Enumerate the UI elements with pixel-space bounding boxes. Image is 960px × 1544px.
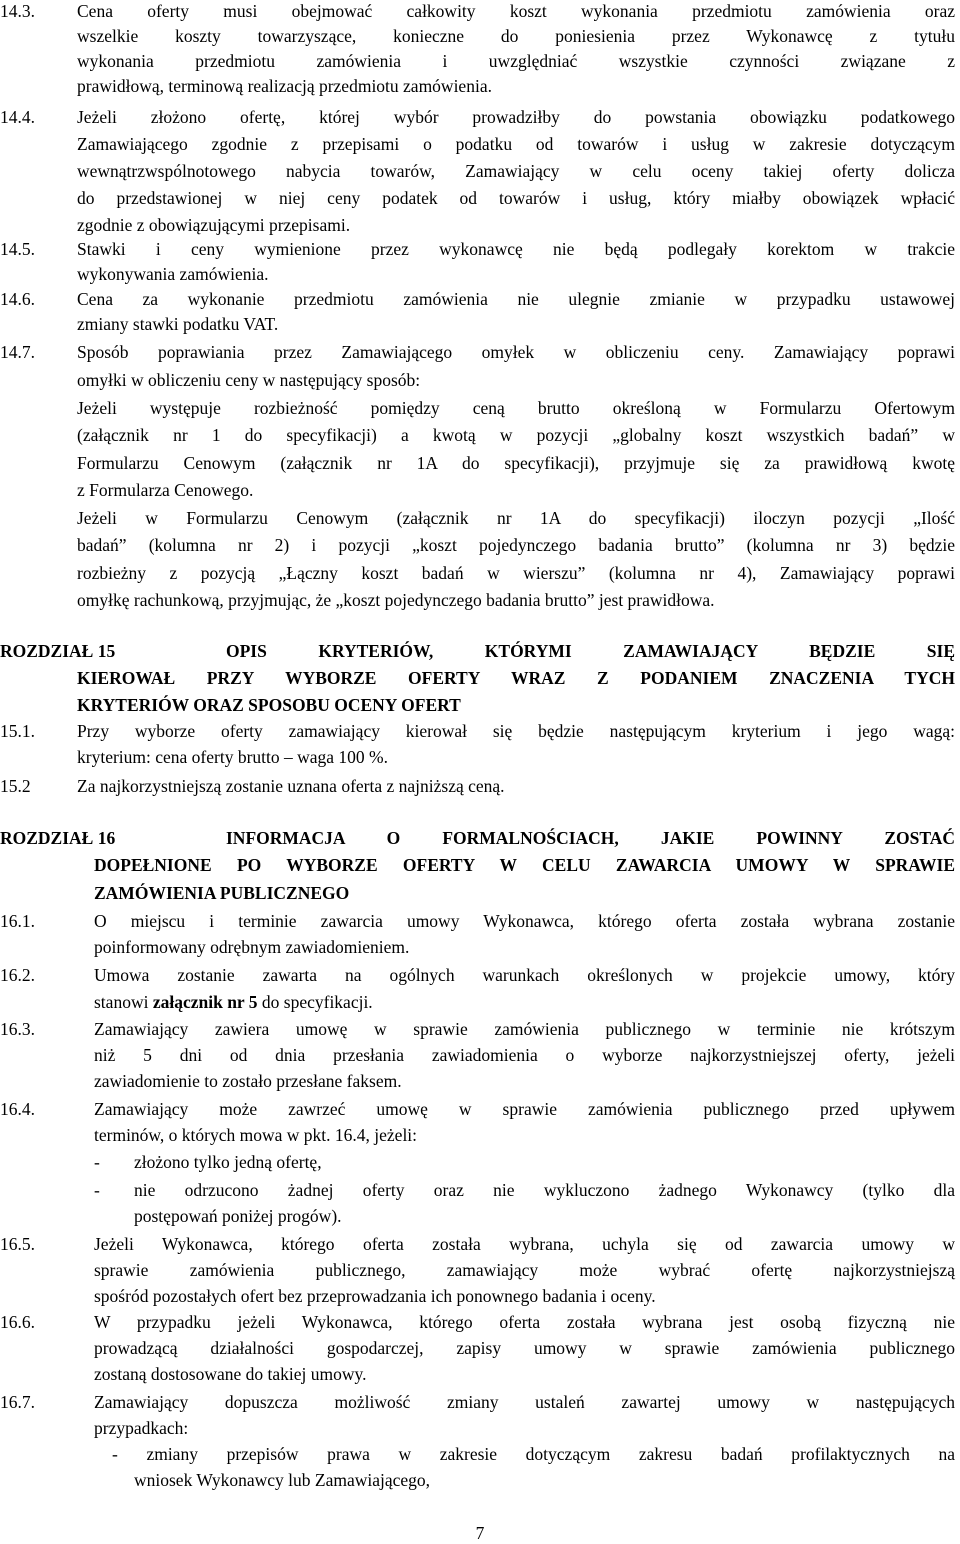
section-number: 16.6. (0, 1312, 35, 1332)
paragraph-line: (załącznik nr 1 do specyfikacji) a kwotą w pozycji „globalny koszt wszystkich badań” w (77, 425, 955, 445)
section-number: 14.6. (0, 289, 35, 309)
paragraph-line: spośród pozostałych ofert bez przeprowadzania ich ponownego badania i oceny. (94, 1286, 656, 1306)
chapter-title-line: KRYTERIÓW ORAZ SPOSOBU OCENY OFERT (77, 695, 461, 715)
paragraph-line: prawidłową, terminową realizacją przedmiotu zamówienia. (77, 76, 492, 96)
paragraph-line: wewnątrzwspólnotowego nabycia towarów, Zamawiający w celu oceny takiej oferty dolicza (77, 161, 955, 181)
paragraph-line: przypadkach: (94, 1418, 189, 1438)
paragraph-line: Jeżeli Wykonawca, którego oferta została wybrana, uchyla się od zawarcia umowy w (94, 1234, 955, 1254)
text-run: stanowi (94, 992, 153, 1012)
paragraph-line: Przy wyborze oferty zamawiający kierował się będzie następującym kryterium i jego wagą: (77, 721, 955, 741)
paragraph-line: wykonania przedmiotu zamówienia i uwzględniać wszystkie czynności związane z (77, 51, 955, 71)
section-number: 16.4. (0, 1099, 35, 1119)
chapter-label: ROZDZIAŁ 15 (0, 641, 116, 661)
list-item: - zmiany przepisów prawa w zakresie dotyczącym zakresu badań profilaktycznych na (112, 1444, 955, 1464)
chapter-title-line: INFORMACJA O FORMALNOŚCIACH, JAKIE POWINNY ZOSTAĆ (226, 828, 955, 848)
list-item: nie odrzucono żadnej oferty oraz nie wykluczono żadnego Wykonawcy (tylko dla (134, 1180, 955, 1200)
list-dash: - (94, 1180, 100, 1200)
section-number: 15.1. (0, 721, 35, 741)
paragraph-line: do przedstawionej w niej ceny podatek od towarów i usług, który miałby obowiązek wpłacić (77, 188, 955, 208)
chapter-title-line: KIEROWAŁ PRZY WYBORZE OFERTY WRAZ Z PODANIEM ZNACZENIA TYCH (77, 668, 955, 688)
page-number: 7 (475, 1523, 485, 1543)
paragraph-line: niż 5 dni od dnia przesłania zawiadomienia o wyborze najkorzystniejszej oferty, jeżeli (94, 1045, 955, 1065)
paragraph-line: Zamawiający może zawrzeć umowę w sprawie zamówienia publicznego przed upływem (94, 1099, 955, 1119)
paragraph-line: poinformowany odrębnym zawiadomieniem. (94, 937, 410, 957)
chapter-label: ROZDZIAŁ 16 (0, 828, 116, 848)
paragraph-line (94, 994, 373, 1012)
section-number: 14.7. (0, 342, 35, 362)
paragraph-line: sprawie zamówienia publicznego, zamawiający może wybrać ofertę najkorzystniejszą (94, 1260, 955, 1280)
paragraph-line: zawiadomienie to zostało przesłane faksem. (94, 1071, 402, 1091)
paragraph-line: z Formularza Cenowego. (77, 480, 254, 500)
section-number: 16.7. (0, 1392, 35, 1412)
paragraph-line: O miejscu i terminie zawarcia umowy Wykonawca, którego oferta została wybrana zostanie (94, 911, 955, 931)
section-number: 16.5. (0, 1234, 35, 1254)
paragraph-line: Cena oferty musi obejmować całkowity koszt wykonania przedmiotu zamówienia oraz (77, 1, 955, 21)
paragraph-line: prowadzącą działalności gospodarczej, zapisy umowy w sprawie zamówienia publicznego (94, 1338, 955, 1358)
paragraph-line: zmiany stawki podatku VAT. (77, 314, 279, 334)
paragraph-line: badań” (kolumna nr 2) i pozycji „koszt pojedynczego badania brutto” (kolumna nr 3) będzie (77, 535, 955, 555)
chapter-title-line: DOPEŁNIONE PO WYBORZE OFERTY W CELU ZAWARCIA UMOWY W SPRAWIE (94, 855, 955, 875)
section-number: 16.3. (0, 1019, 35, 1039)
paragraph-line: omyłki w obliczeniu ceny w następujący sposób: (77, 370, 421, 390)
paragraph-line: Stawki i ceny wymienione przez wykonawcę nie będą podlegały korektom w trakcie (77, 239, 955, 259)
paragraph-line: omyłkę rachunkową, przyjmując, że „koszt pojedynczego badania brutto” jest prawidłowa. (77, 590, 715, 610)
paragraph-line: terminów, o których mowa w pkt. 16.4, jeżeli: (94, 1125, 418, 1145)
paragraph-line: wszelkie koszty towarzyszące, konieczne do poniesienia przez Wykonawcę z tytułu (77, 26, 955, 46)
paragraph-line: Zamawiający dopuszcza możliwość zmiany ustaleń zawartej umowy w następujących (94, 1392, 955, 1412)
list-item: złożono tylko jedną ofertę, (134, 1152, 322, 1172)
paragraph-line: Sposób poprawiania przez Zamawiającego omyłek w obliczeniu ceny. Zamawiający poprawi (77, 342, 955, 362)
section-number: 16.2. (0, 965, 35, 985)
chapter-title-line: ZAMÓWIENIA PUBLICZNEGO (94, 883, 350, 903)
list-dash: - (94, 1152, 100, 1172)
paragraph-line: Cena za wykonanie przedmiotu zamówienia nie ulegnie zmianie w przypadku ustawowej (77, 289, 955, 309)
paragraph-line: W przypadku jeżeli Wykonawca, którego oferta została wybrana jest osobą fizyczną nie (94, 1312, 955, 1332)
list-item: postępowań poniżej progów). (134, 1206, 342, 1226)
section-number: 14.4. (0, 107, 35, 127)
paragraph-line: Umowa zostanie zawarta na ogólnych warunkach określonych w projekcie umowy, który (94, 965, 955, 985)
chapter-title-line: OPIS KRYTERIÓW, KTÓRYMI ZAMAWIAJĄCY BĘDZIE SIĘ (226, 641, 955, 661)
paragraph-line: Jeżeli złożono ofertę, której wybór prowadziłby do powstania obowiązku podatkowego (77, 107, 955, 127)
paragraph-line: rozbieżny z pozycją „Łączny koszt badań w wierszu” (kolumna nr 4), Zamawiający poprawi (77, 563, 955, 583)
paragraph-line: zgodnie z obowiązującymi przepisami. (77, 215, 351, 235)
paragraph-line: Formularzu Cenowym (załącznik nr 1A do specyfikacji), przyjmuje się za prawidłową kwotę (77, 453, 955, 473)
paragraph-line: Zamawiającego zgodnie z przepisami o podatku od towarów i usług w zakresie dotyczącym (77, 134, 955, 154)
paragraph-line: Jeżeli występuje rozbieżność pomiędzy ceną brutto określoną w Formularzu Ofertowym (77, 398, 955, 418)
section-number: 14.5. (0, 239, 35, 259)
paragraph-line: Zamawiający zawiera umowę w sprawie zamówienia publicznego w terminie nie krótszym (94, 1019, 955, 1039)
paragraph-line: Za najkorzystniejszą zostanie uznana oferta z najniższą ceną. (77, 776, 505, 796)
text-run: do specyfikacji. (257, 992, 373, 1012)
paragraph-line: kryterium: cena oferty brutto – waga 100 %. (77, 747, 389, 767)
section-number: 14.3. (0, 1, 35, 21)
section-number: 15.2 (0, 776, 31, 796)
list-item: wniosek Wykonawcy lub Zamawiającego, (134, 1470, 431, 1490)
paragraph-line: wykonywania zamówienia. (77, 264, 269, 284)
section-number: 16.1. (0, 911, 35, 931)
paragraph-line: Jeżeli w Formularzu Cenowym (załącznik nr 1A do specyfikacji) iloczyn pozycji „Ilość (77, 508, 955, 528)
paragraph-line: zostaną dostosowane do takiej umowy. (94, 1364, 367, 1384)
attachment-reference: załącznik nr 5 (152, 992, 258, 1012)
